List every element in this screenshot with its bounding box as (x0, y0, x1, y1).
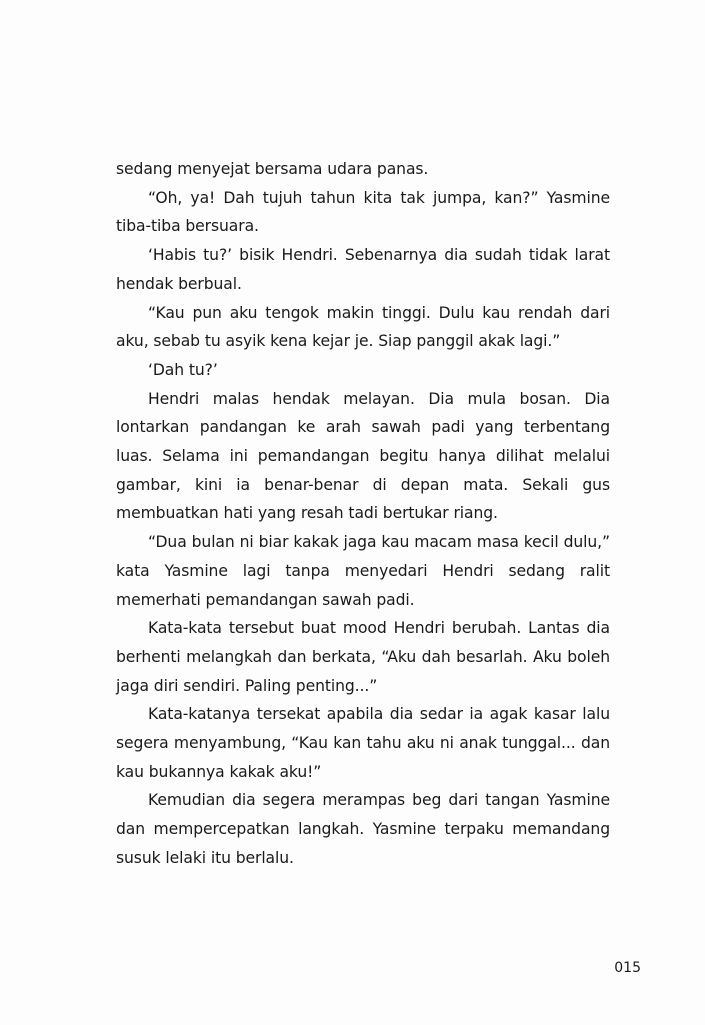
paragraph: ‘Habis tu?’ bisik Hendri. Sebenarnya dia sudah tidak larat hendak berbual. (116, 246, 610, 293)
paragraph: “Oh, ya! Dah tujuh tahun kita tak jumpa, kan?” Yasmine tiba-tiba bersuara. (116, 188, 610, 236)
paragraph: Kemudian dia segera merampas beg dari tangan Yasmine dan mempercepatkan langkah. Yasmine terpaku memandang susuk lelaki itu berlalu. (116, 791, 610, 867)
paragraph: Hendri malas hendak melayan. Dia mula bosan. Dia lontarkan pandangan ke arah sawah padi yang terbentang luas. Selama ini pemandangan begitu hanya dilihat melalui gambar, kini ia benar-benar di depan mata. Sekali gus membuatkan hati yang resah tadi bertukar riang. (116, 389, 610, 523)
paragraph: “Dua bulan ni biar kakak jaga kau macam masa kecil dulu,” kata Yasmine lagi tanpa menyedari Hendri sedang ralit memerhati pemandangan sawah padi. (116, 533, 610, 609)
paragraph: ‘Dah tu?’ (148, 360, 218, 379)
paragraph: sedang menyejat bersama udara panas. (116, 160, 429, 178)
body-text (116, 155, 610, 873)
paragraph: Kata-katanya tersekat apabila dia sedar ia agak kasar lalu segera menyambung, “Kau kan tahu aku ni anak tunggal... dan kau bukannya kakak aku!” (116, 705, 610, 781)
paragraph: Kata-kata tersebut buat mood Hendri berubah. Lantas dia berhenti melangkah dan berkata, “Aku dah besarlah. Aku boleh jaga diri sendiri. Paling penting...” (116, 619, 610, 695)
paragraph: “Kau pun aku tengok makin tinggi. Dulu kau rendah dari aku, sebab tu asyik kena kejar je. Siap panggil akak lagi.” (116, 303, 610, 351)
page-number: 015 (614, 960, 641, 976)
